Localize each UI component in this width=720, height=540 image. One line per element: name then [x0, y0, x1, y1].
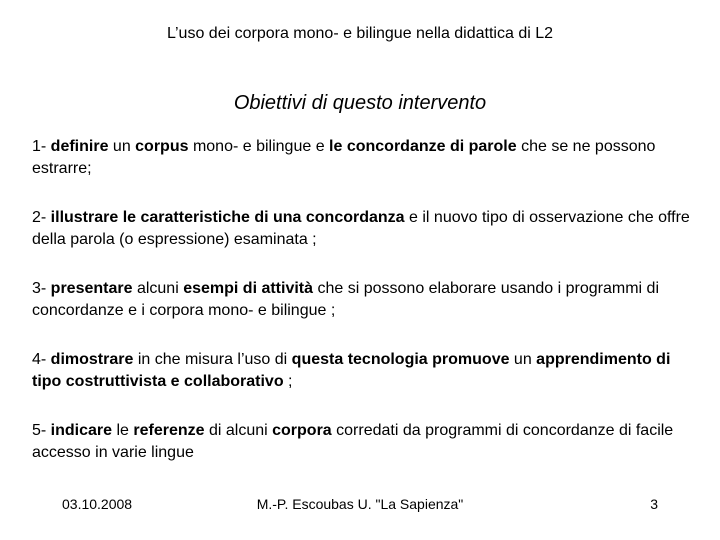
objective-bold-text: referenze	[133, 422, 205, 439]
objective-text: 4-	[32, 351, 51, 368]
objective-item	[32, 420, 692, 464]
slide-title: Obiettivi di questo intervento	[233, 92, 487, 114]
objective-text: mono- e bilingue e	[188, 138, 330, 155]
objective-bold-text: le concordanze di parole	[329, 138, 517, 155]
objective-item	[32, 278, 692, 322]
objective-item	[32, 349, 692, 393]
objective-text: che se ne possono estrarre;	[32, 138, 656, 177]
objective-text: 5-	[32, 422, 51, 439]
objective-bold-text: corpora	[272, 422, 332, 439]
objective-bold-text: definire	[50, 138, 109, 155]
objective-text: e il nuovo tipo di osservazione che offre della parola (o espressione) esaminata ;	[32, 209, 690, 248]
objective-bold-text: apprendimento di tipo costruttivista e collaborativo	[32, 351, 671, 390]
objective-text: 3-	[32, 280, 51, 297]
objective-bold-text: questa tecnologia promuove	[291, 351, 510, 368]
objective-bold-text: esempi di attività	[183, 280, 314, 297]
slide-footer	[0, 494, 720, 514]
objective-text: 2-	[32, 209, 51, 226]
objective-text: le	[112, 422, 134, 439]
objective-item	[32, 136, 692, 180]
objective-text: che si possono elaborare usando i programmi di concordanze e i corpora mono- e bilingue ;	[32, 280, 659, 319]
objective-text: 1-	[32, 138, 51, 155]
objective-bold-text: presentare	[50, 280, 133, 297]
objective-bold-text: corpus	[135, 138, 189, 155]
objective-text: in che misura l’uso di	[133, 351, 292, 368]
objective-text: ;	[283, 373, 293, 390]
objective-bold-text: indicare	[50, 422, 113, 439]
objective-text: un	[509, 351, 537, 368]
objective-text: un	[108, 138, 136, 155]
objectives-list	[32, 136, 692, 491]
footer-date: 03.10.2008	[62, 496, 133, 512]
objective-bold-text: illustrare le caratteristiche di una concordanza	[50, 209, 405, 226]
objective-item	[32, 207, 692, 251]
page-number: 3	[650, 496, 658, 512]
objective-text: alcuni	[132, 280, 184, 297]
footer-author: M.-P. Escoubas U. "La Sapienza"	[256, 496, 464, 512]
objective-text: corredati da programmi di concordanze di facile accesso in varie lingue	[32, 422, 674, 461]
objective-bold-text: dimostrare	[50, 351, 134, 368]
objective-text: di alcuni	[204, 422, 273, 439]
slide-header: L’uso dei corpora mono- e bilingue nella didattica di L2	[166, 25, 554, 42]
